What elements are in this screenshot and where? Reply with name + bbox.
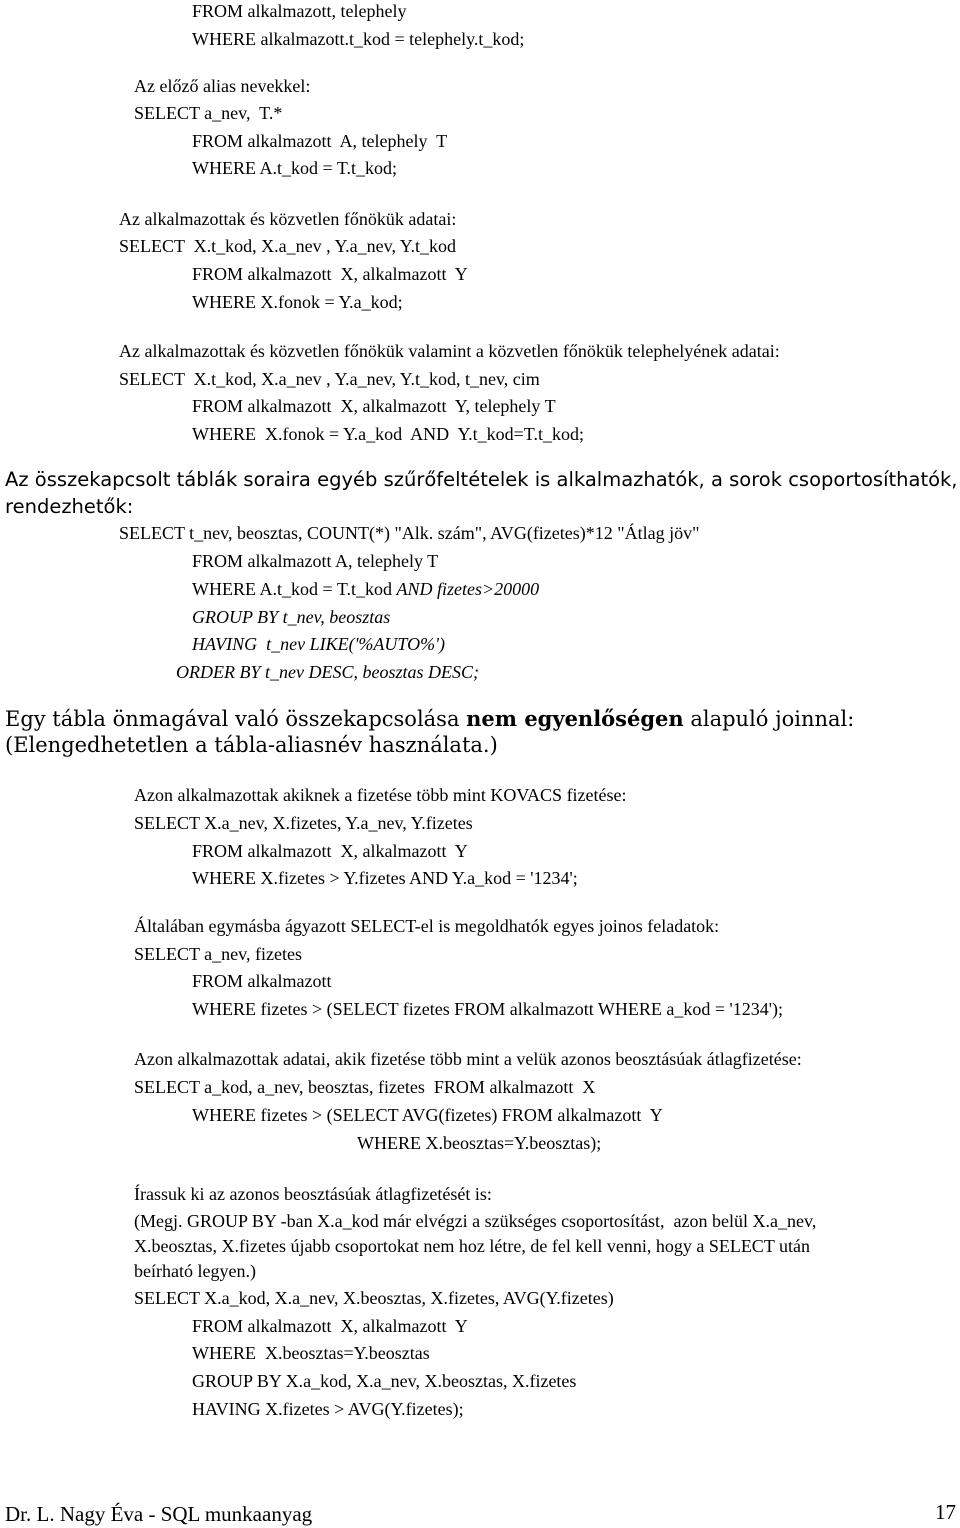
- text-line: Az alkalmazottak és közvetlen főnökük adatai:: [119, 209, 457, 229]
- code-line: FROM alkalmazott X, alkalmazott Y: [192, 841, 468, 861]
- code-text-italic: AND fizetes>20000: [396, 579, 540, 599]
- code-line: FROM alkalmazott A, telephely T: [192, 131, 448, 151]
- code-line: WHERE A.t_kod = T.t_kod;: [192, 158, 397, 178]
- text-line: Az előző alias nevekkel:: [134, 76, 311, 96]
- code-line: SELECT t_nev, beosztas, COUNT(*) "Alk. szám", AVG(fizetes)*12 "Átlag jöv": [119, 523, 700, 543]
- text-line: Írassuk ki az azonos beosztásúak átlagfizetését is:: [134, 1184, 492, 1204]
- text-line: rendezhetők:: [5, 495, 134, 518]
- code-line: WHERE alkalmazott.t_kod = telephely.t_kod;: [192, 29, 525, 49]
- code-line: GROUP BY t_nev, beosztas: [192, 607, 391, 627]
- code-text: WHERE A.t_kod = T.t_kod: [192, 579, 397, 599]
- code-line: ORDER BY t_nev DESC, beosztas DESC;: [176, 662, 479, 682]
- code-line: SELECT X.t_kod, X.a_nev , Y.a_nev, Y.t_kod: [119, 236, 456, 256]
- code-line: SELECT X.t_kod, X.a_nev , Y.a_nev, Y.t_kod, t_nev, cim: [119, 369, 540, 389]
- code-line: WHERE X.fonok = Y.a_kod AND Y.t_kod=T.t_kod;: [192, 424, 584, 444]
- code-line: WHERE X.beosztas=Y.beosztas: [192, 1343, 430, 1363]
- code-line: FROM alkalmazott: [192, 971, 332, 991]
- text-line: (Megj. GROUP BY -ban X.a_kod már elvégzi a szükséges csoportosítást, azon belül X.a_nev,: [134, 1211, 817, 1231]
- code-line: WHERE fizetes > (SELECT fizetes FROM alkalmazott WHERE a_kod = '1234');: [192, 999, 784, 1019]
- code-line: FROM alkalmazott X, alkalmazott Y, telephely T: [192, 396, 556, 416]
- text-line: Általában egymásba ágyazott SELECT-el is megoldhatók egyes joinos feladatok:: [134, 916, 720, 936]
- code-line: WHERE X.fonok = Y.a_kod;: [192, 292, 403, 312]
- text-line: X.beosztas, X.fizetes újabb csoportokat nem hoz létre, de fel kell venni, hogy a SELECT után: [134, 1236, 810, 1256]
- text-line: Az összekapcsolt táblák soraira egyéb szűrőfeltételek is alkalmazhatók, a sorok csoportosíthatók,: [5, 468, 958, 491]
- code-line: FROM alkalmazott A, telephely T: [192, 551, 439, 571]
- heading-text: Egy tábla önmagával való összekapcsolása: [5, 707, 467, 731]
- code-line: SELECT X.a_nev, X.fizetes, Y.a_nev, Y.fizetes: [134, 813, 473, 833]
- text-line: Az alkalmazottak és közvetlen főnökük valamint a közvetlen főnökük telephelyének adatai:: [119, 341, 780, 361]
- code-line: FROM alkalmazott X, alkalmazott Y: [192, 1316, 468, 1336]
- code-line: FROM alkalmazott X, alkalmazott Y: [192, 264, 468, 284]
- code-line: WHERE fizetes > (SELECT AVG(fizetes) FROM alkalmazott Y: [192, 1105, 663, 1125]
- code-line: [192, 580, 539, 598]
- heading-line: (Elengedhetetlen a tábla-aliasnév használata.): [5, 733, 498, 757]
- text-line: beírható legyen.): [134, 1261, 256, 1281]
- code-line: SELECT a_nev, fizetes: [134, 944, 302, 964]
- page-number: 17: [935, 1500, 956, 1524]
- code-line: WHERE X.fizetes > Y.fizetes AND Y.a_kod = '1234';: [192, 868, 578, 888]
- code-line: HAVING t_nev LIKE('%AUTO%'): [192, 634, 445, 654]
- code-line: SELECT X.a_kod, X.a_nev, X.beosztas, X.fizetes, AVG(Y.fizetes): [134, 1288, 614, 1308]
- code-line: SELECT a_kod, a_nev, beosztas, fizetes FROM alkalmazott X: [134, 1077, 596, 1097]
- code-line: FROM alkalmazott, telephely: [192, 1, 407, 21]
- heading-bold: nem egyenlőségen: [466, 706, 684, 731]
- heading-text: alapuló joinnal:: [683, 707, 855, 731]
- code-line: HAVING X.fizetes > AVG(Y.fizetes);: [192, 1399, 464, 1419]
- code-line: GROUP BY X.a_kod, X.a_nev, X.beosztas, X.fizetes: [192, 1371, 577, 1391]
- code-line: SELECT a_nev, T.*: [134, 103, 283, 123]
- heading-line: [5, 708, 854, 730]
- code-line: WHERE X.beosztas=Y.beosztas);: [357, 1133, 602, 1153]
- text-line: Azon alkalmazottak akiknek a fizetése több mint KOVACS fizetése:: [134, 785, 627, 805]
- footer-author: Dr. L. Nagy Éva - SQL munkaanyag: [5, 1502, 313, 1526]
- text-line: Azon alkalmazottak adatai, akik fizetése több mint a velük azonos beosztásúak átlagfizetése:: [134, 1049, 802, 1069]
